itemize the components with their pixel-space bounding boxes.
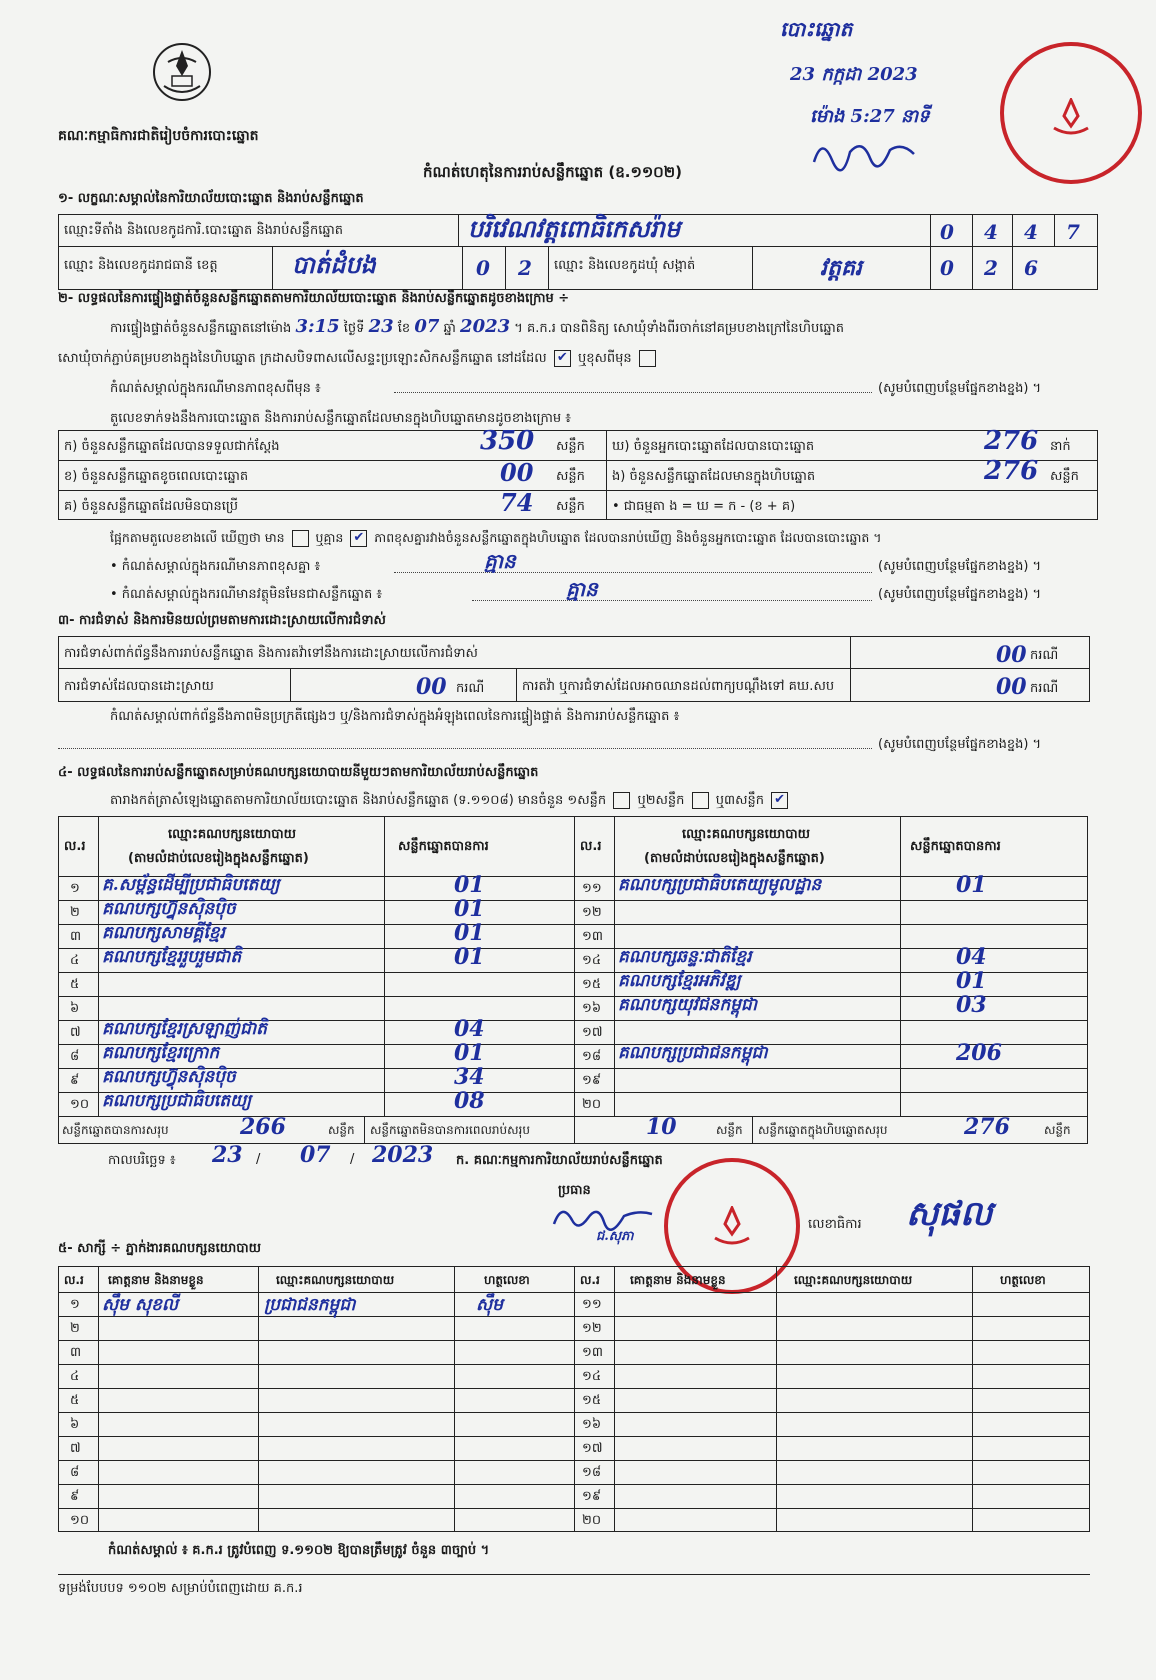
row-party-left: គណបក្សហ្វ៊ុនស៊ិនប៉ិច (102, 899, 236, 919)
section1-title: ១- លក្ខណៈសម្គាល់នៃការិយាល័យបោះឆ្នោត និងរាប់សន្លឹកឆ្នោត (58, 191, 364, 206)
total-box-value: 276 (964, 1114, 1010, 1140)
row-votes-left: 04 (454, 1016, 485, 1042)
date-sep-1: / (256, 1152, 261, 1167)
handwritten-signature-top (810, 132, 920, 172)
commune-value: វត្តគរ (820, 255, 862, 281)
witness-1-name: ស៊ឹម សុខលី (102, 1295, 179, 1315)
fig-d-unit: នាក់ (1050, 439, 1071, 454)
fig-e-value: 276 (984, 456, 1039, 486)
row-votes-left: 01 (454, 944, 485, 970)
row-party-left: គណបក្សខ្មែររួបរួមជាតិ (102, 947, 242, 967)
commune-code-3: 6 (1024, 256, 1038, 280)
sheets-three-label: ឬ៣សន្លឹក (715, 793, 764, 808)
sheets-one-label: តារាងកត់ត្រាសំឡេងឆ្នោតតាមការិយាល័យបោះឆ្នោត និងរាប់សន្លឹកឆ្នោត (ទ.១១០៨) មានចំនួន ១សន្លឹក (110, 793, 607, 808)
bullet1-label: • កំណត់សម្គាល់ក្នុងករណីមានភាពខុសគ្នា ៖ (110, 559, 321, 574)
fig-d-value: 276 (984, 426, 1039, 456)
province-value: បាត់ដំបង (292, 250, 376, 279)
month-label: ខែ (397, 321, 411, 336)
witness-1-sign: ស៊ឹម (476, 1295, 503, 1315)
witness-1-party: ប្រជាជនកម្ពុជា (264, 1295, 356, 1315)
col-no-right: ល.រ (580, 839, 602, 854)
location-code-2: 4 (984, 220, 998, 244)
fig-d-label: ឃ) ចំនួនអ្នកបោះឆ្នោតដែលបានបោះឆ្នោត (612, 439, 815, 454)
objection-unit: ករណី (1030, 648, 1059, 663)
witness-no-right: ១៥ (582, 1393, 602, 1408)
row-votes-left: 01 (454, 896, 485, 922)
row-votes-right: 206 (956, 1040, 1002, 1066)
row-no-left: ៩ (70, 1073, 80, 1088)
row-votes-left: 01 (454, 920, 485, 946)
changed-label: ឬខុសពីមុន (577, 351, 632, 366)
row-no-left: ៥ (70, 977, 80, 992)
w-col-party-right: ឈ្មោះគណបក្សនយោបាយ (794, 1273, 913, 1287)
total-invalid-label: សន្លឹកឆ្នោតមិនបានការពេលរាប់សរុប (370, 1123, 530, 1137)
row-no-left: ៧ (70, 1025, 81, 1040)
bullet1-tail: (សូមបំពេញបន្ថែមផ្នែកខាងខ្នង) ។ (878, 559, 1042, 574)
commune-label: ឈ្មោះ និងលេខកូដឃុំ សង្កាត់ (554, 258, 696, 273)
total-box-unit: សន្លឹក (1044, 1123, 1071, 1137)
row-no-right: ១៨ (582, 1049, 602, 1064)
col-no-left: ល.រ (64, 839, 86, 854)
committee-label: ក. គណៈកម្មការការិយាល័យរាប់សន្លឹកឆ្នោត (456, 1153, 663, 1168)
col-party-left: ឈ្មោះគណបក្សនយោបាយ (168, 827, 296, 842)
verify-year: 2023 (460, 316, 511, 337)
irregularity-note: កំណត់សម្គាល់ពាក់ព័ន្ធនឹងភាពមិនប្រក្រតីផ្សេងៗ ឬ/និងការជំទាស់ក្នុងអំឡុងពេលនៃការផ្ទៀងផ្ទាត់ និងការរាប់សន្លឹកឆ្នោត ៖ (110, 709, 680, 724)
row-party-right: គណបក្សយុវជនកម្ពុជា (618, 995, 758, 1015)
fig-a-label: ក) ចំនួនសន្លឹកឆ្នោតដែលបានទទួលជាក់ស្តែង (64, 439, 280, 454)
fig-c-label: គ) ចំនួនសន្លឹកឆ្នោតដែលមិនបានប្រើ (64, 499, 238, 514)
section4-title: ៤- លទ្ធផលនៃការរាប់សន្លឹកឆ្នោតសម្រាប់គណបក្សនយោបាយនីមួយៗតាមការិយាល័យរាប់សន្លឹកឆ្នោត (58, 765, 539, 780)
witness-no-left: ៥ (70, 1393, 80, 1408)
objection-value: 00 (996, 642, 1027, 668)
province-code-1: 0 (476, 256, 490, 280)
col-votes-left: សន្លឹកឆ្នោតបានការ (398, 839, 489, 854)
witness-no-left: ៦ (70, 1417, 80, 1432)
form-note: ទម្រង់បែបបទ ១១០២ សម្រាប់បំពេញដោយ គ.ក.រ (58, 1581, 303, 1596)
row-votes-right: 03 (956, 992, 987, 1018)
witness-no-left: ៨ (70, 1465, 80, 1480)
handwritten-note-1: បោះឆ្នោត (780, 17, 853, 41)
secretary-label: លេខាធិការ (808, 1217, 862, 1232)
appeal-label: ការតវ៉ា ឬការជំទាស់ដែលអាចឈានដល់ពាក្យបណ្តឹងទៅ គឃ.សប (522, 679, 835, 694)
fig-b-value: 00 (500, 458, 534, 487)
witness-no-right: ១៣ (582, 1345, 603, 1360)
fig-c-value: 74 (500, 488, 534, 517)
witness-no-left: ៤ (70, 1369, 80, 1384)
resolved-value: 00 (416, 674, 447, 700)
w-col-name-left: គោត្តនាម និងនាមខ្លួន (108, 1273, 204, 1287)
row-no-right: ១២ (582, 905, 602, 920)
diff-has-label: ផ្អែកតាមតួលេខខាងលើ ឃើញថា មាន (110, 530, 285, 545)
sheets-line (110, 792, 791, 811)
row-party-left: គណបក្សហ៊្វុនស៊ិនប៉ិច (102, 1067, 236, 1087)
same-checkbox[interactable]: ✔ (554, 350, 571, 367)
row-party-right: គណបក្សប្រជាជនកម្ពុជា (618, 1043, 768, 1063)
row-votes-left: 01 (454, 1040, 485, 1066)
row-no-left: ៨ (70, 1049, 80, 1064)
row-no-left: ២ (70, 905, 80, 920)
location-code-4: 7 (1066, 220, 1080, 244)
witness-no-left: ១ (70, 1297, 80, 1312)
sheets-one-checkbox[interactable] (613, 792, 630, 809)
witness-no-right: ១៦ (582, 1417, 602, 1432)
verify-month: 07 (414, 316, 440, 337)
bullet2-value: គ្មាន (566, 577, 598, 601)
fig-c-unit: សន្លឹក (556, 499, 585, 514)
year-label: ឆ្នាំ (443, 321, 456, 336)
fig-b-unit: សន្លឹក (556, 469, 585, 484)
objection-label: ការជំទាស់ពាក់ព័ន្ធនឹងការរាប់សន្លឹកឆ្នោត និងការតវ៉ាទៅនឹងការដោះស្រាយលើការជំទាស់ (64, 646, 478, 661)
verify-time: 3:15 (295, 316, 340, 337)
witness-no-left: ៩ (70, 1489, 80, 1504)
row-votes-right: 01 (956, 872, 987, 898)
row-party-right: គណបក្សឆន្ទៈជាតិខ្មែរ (618, 947, 752, 967)
row-party-left: គណបក្សសាមគ្គីខ្មែរ (102, 923, 225, 943)
row-party-left: គណបក្សខ្មែរក្រោក (102, 1043, 220, 1063)
commune-code-2: 2 (984, 256, 998, 280)
row-votes-right: 01 (956, 968, 987, 994)
bullet1-value: គ្មាន (484, 549, 516, 573)
witness-no-right: ១៧ (582, 1441, 603, 1456)
row-no-right: ១៦ (582, 1001, 602, 1016)
changed-checkbox[interactable] (639, 350, 656, 367)
appeal-unit: ករណី (1030, 681, 1059, 696)
row-no-left: ១ (70, 881, 80, 896)
w-col-sign-left: ហត្ថលេខា (484, 1273, 530, 1287)
location-label: ឈ្មោះទីតាំង និងលេខកូដការិ.បោះឆ្នោត និងរាប់សន្លឹកឆ្នោត (64, 223, 343, 238)
day-label: ថ្ងៃទី (343, 321, 365, 336)
date-sep-2: / (350, 1152, 355, 1167)
location-value: បរិវេណវត្តពោធិកេសរ៉ាម (468, 214, 681, 243)
witness-no-right: ១៩ (582, 1489, 602, 1504)
col-votes-right: សន្លឹកឆ្នោតបានការ (910, 839, 1001, 854)
total-valid-label: សន្លឹកឆ្នោតបានការសរុប (62, 1123, 169, 1137)
witness-no-left: ២ (70, 1321, 80, 1336)
seal-line-text: សោឃុំចាក់ភ្ជាប់គម្របខាងក្នុងនៃហិបឆ្នោត ក្រដាសបិទពាសលើសន្ទះប្រឡោះសិកសន្លឹកឆ្នោត នៅដដែល (58, 351, 547, 366)
total-invalid-value: 10 (646, 1114, 677, 1140)
fig-a-value: 350 (480, 426, 535, 456)
section2-title: ២- លទ្ធផលនៃការផ្ទៀងផ្ទាត់ចំនួនសន្លឹកឆ្នោតតាមការិយាល័យបោះឆ្នោត និងរាប់សន្លឹកឆ្នោតដូចខាងក្រោម ÷ (58, 291, 570, 306)
date-year: 2023 (372, 1142, 434, 1168)
fig-b-label: ខ) ចំនួនសន្លឹកឆ្នោតខូចពេលបោះឆ្នោត (64, 469, 249, 484)
row-no-right: ១៧ (582, 1025, 603, 1040)
note1-tail: (សូមបំពេញបន្ថែមផ្នែកខាងខ្នង) ។ (878, 381, 1042, 396)
location-code-1: 0 (940, 220, 954, 244)
figures-intro: តួលេខទាក់ទងនឹងការបោះឆ្នោត និងការរាប់សន្លឹកឆ្នោតដែលមានក្នុងហិបឆ្នោតមានដូចខាងក្រោម ៖ (110, 411, 571, 426)
seal-emblem-icon (1046, 98, 1096, 138)
chair-signature (548, 1196, 658, 1240)
total-valid-unit: សន្លឹក (328, 1123, 355, 1137)
red-seal-top (1000, 42, 1142, 184)
w-col-no-left: ល.រ (64, 1273, 84, 1287)
diff-none-checkbox[interactable]: ✔ (350, 530, 367, 547)
witness-no-left: ១០ (70, 1513, 90, 1528)
chair-name: ជ.សុភា (596, 1229, 634, 1244)
province-label: ឈ្មោះ និងលេខកូដរាជធានី ខេត្ត (64, 258, 218, 273)
verify-day: 23 (368, 316, 394, 337)
row-votes-left: 08 (454, 1088, 485, 1114)
total-valid-value: 266 (240, 1114, 286, 1140)
col-party-right: ឈ្មោះគណបក្សនយោបាយ (682, 827, 810, 842)
sheets-two-label: ឬ២សន្លឹក (637, 793, 685, 808)
section5-title: ៥- សាក្សី ÷ ភ្នាក់ងារគណបក្សនយោបាយ (58, 1241, 261, 1256)
row-party-right: គណបក្សខ្មែរអភិវឌ្ឍ (618, 971, 741, 991)
fig-e-label: ង) ចំនួនសន្លឹកឆ្នោតដែលមានក្នុងហិបឆ្នោត (612, 469, 816, 484)
row-no-left: ៣ (70, 929, 82, 944)
province-code-2: 2 (518, 256, 532, 280)
results-row-line (58, 972, 1088, 973)
seal-emblem-bottom-icon (707, 1206, 757, 1250)
handwritten-note-3: ម៉ោង 5:27 នាទី (810, 106, 930, 127)
diff-line (110, 530, 882, 549)
row-no-right: ១១ (582, 881, 602, 896)
date-label: កាលបរិច្ឆេទ ៖ (108, 1153, 176, 1168)
witness-no-right: ១២ (582, 1321, 602, 1336)
resolved-label: ការជំទាស់ដែលបានដោះស្រាយ (64, 679, 214, 694)
bullet2-tail: (សូមបំពេញបន្ថែមផ្នែកខាងខ្នង) ។ (878, 587, 1042, 602)
fig-formula: • ជាធម្មតា ង = ឃ = ក - (ខ + គ) (612, 499, 796, 514)
diff-has-checkbox[interactable] (292, 530, 309, 547)
row-party-right: គណបក្សប្រជាធិបតេយ្យមូលដ្ឋាន (618, 875, 822, 895)
section3-title: ៣- ការជំទាស់ និងការមិនយល់ព្រមតាមការដោះស្រាយលើការជំទាស់ (58, 613, 386, 628)
fig-a-unit: សន្លឹក (556, 439, 585, 454)
w-col-sign-right: ហត្ថលេខា (1000, 1273, 1046, 1287)
col-party-sub-right: (តាមលំដាប់លេខរៀងក្នុងសន្លឹកឆ្នោត) (644, 851, 825, 866)
bullet2-label: • កំណត់សម្គាល់ក្នុងករណីមានវត្ថុមិនមែនជាសន្លឹកឆ្នោត ៖ (110, 587, 383, 602)
witness-no-right: ១១ (582, 1297, 602, 1312)
footer-note: កំណត់សម្គាល់ ៖ គ.ក.រ ត្រូវបំពេញ ទ.១១០២ ឱ្យបានត្រឹមត្រូវ ចំនួន ៣ច្បាប់ ។ (108, 1543, 490, 1558)
row-votes-left: 01 (454, 872, 485, 898)
committee-name: គណៈកម្មាធិការជាតិរៀបចំការបោះឆ្នោត (58, 128, 259, 144)
row-no-right: ១៥ (582, 977, 602, 992)
sheets-three-checkbox[interactable]: ✔ (771, 792, 788, 809)
row-votes-left: 34 (454, 1064, 485, 1090)
chair-label: ប្រធាន (558, 1183, 591, 1198)
row-no-left: ១០ (70, 1097, 90, 1112)
witness-no-left: ៧ (70, 1441, 81, 1456)
appeal-value: 00 (996, 674, 1027, 700)
row-no-right: ១៩ (582, 1073, 602, 1088)
total-invalid-unit: សន្លឹក (716, 1123, 743, 1137)
verify-prefix: ការផ្ទៀងផ្ទាត់ចំនួនសន្លឹកឆ្នោតនៅម៉ោង (110, 321, 292, 336)
witness-no-right: ១៨ (582, 1465, 602, 1480)
secretary-signature: សុផល (906, 1194, 993, 1234)
date-month: 07 (300, 1142, 331, 1168)
note1-label: កំណត់សម្គាល់ក្នុងករណីមានភាពខុសពីមុន ៖ (110, 381, 321, 396)
witness-no-left: ៣ (70, 1345, 82, 1360)
location-code-3: 4 (1024, 220, 1038, 244)
commune-code-1: 0 (940, 256, 954, 280)
row-no-right: ១៣ (582, 929, 603, 944)
witness-no-right: ២០ (582, 1513, 602, 1528)
sheets-two-checkbox[interactable] (692, 792, 709, 809)
irregularity-tail: (សូមបំពេញបន្ថែមផ្នែកខាងខ្នង) ។ (878, 737, 1042, 752)
row-party-left: គណបក្សខ្មែរស្រឡាញ់ជាតិ (102, 1019, 267, 1039)
resolved-unit: ករណី (456, 681, 485, 696)
row-no-left: ៦ (70, 1001, 80, 1016)
verify-suffix: ។ គ.ក.រ បានពិនិត្យ សោឃុំទាំងពីរចាក់នៅគម្របខាងក្រៅនៃហិបឆ្នោត (514, 321, 844, 336)
seal-line (58, 350, 659, 369)
col-party-sub-left: (តាមលំដាប់លេខរៀងក្នុងសន្លឹកឆ្នោត) (128, 851, 309, 866)
row-party-left: គណបក្សប្រជាធិបតេយ្យ (102, 1091, 252, 1111)
handwritten-note-2: 23 កក្កដា 2023 (790, 64, 918, 85)
w-col-name-right: គោត្តនាម និងនាមខ្លួន (630, 1273, 726, 1287)
row-party-left: គ.សម្ព័ន្ធដើម្បីប្រជាធិបតេយ្យ (102, 875, 280, 895)
w-col-no-right: ល.រ (580, 1273, 600, 1287)
fig-e-unit: សន្លឹក (1050, 469, 1079, 484)
form-title: កំណត់ហេតុនៃការរាប់សន្លឹកឆ្នោត (ឧ.១១០២) (423, 163, 683, 181)
row-no-right: ២០ (582, 1097, 602, 1112)
row-no-right: ១៤ (582, 953, 602, 968)
results-row-line (58, 996, 1088, 997)
diff-rest: ភាពខុសគ្នារវាងចំនួនសន្លឹកឆ្នោតក្នុងហិបឆ្នោត ដែលបានរាប់ឃើញ និងចំនួនអ្នកបោះឆ្នោត ដែលបានបោះឆ្នោត ។ (374, 530, 882, 545)
verify-line (110, 316, 844, 339)
nec-emblem-icon (150, 40, 214, 108)
total-box-label: សន្លឹកឆ្នោតក្នុងហិបឆ្នោតសរុប (758, 1123, 888, 1137)
row-no-left: ៤ (70, 953, 80, 968)
row-votes-right: 04 (956, 944, 987, 970)
diff-none-label: ឬគ្មាន (315, 530, 344, 545)
date-day: 23 (212, 1142, 243, 1168)
witness-no-right: ១៤ (582, 1369, 602, 1384)
w-col-party-left: ឈ្មោះគណបក្សនយោបាយ (276, 1273, 395, 1287)
